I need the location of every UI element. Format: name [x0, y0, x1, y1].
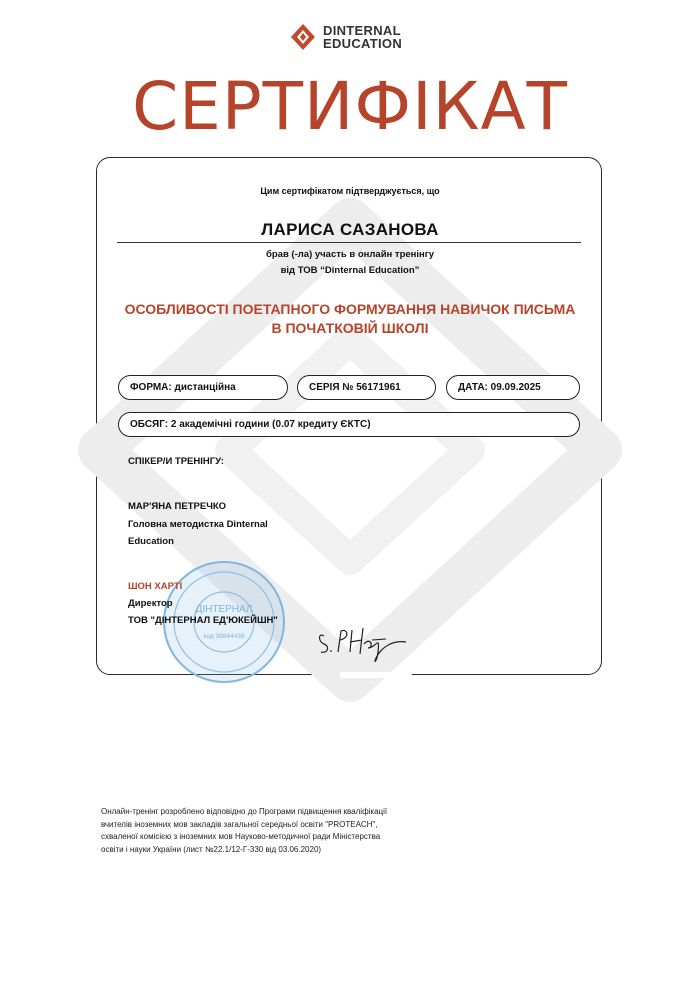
series-field: СЕРІЯ № 56171961 [297, 375, 436, 400]
stamp-code: код 38844438 [203, 633, 245, 640]
certificate-title: СЕРТИФІКАТ [132, 68, 568, 145]
speaker-role: Головна методистка Dinternal Education [128, 519, 268, 547]
course-title [0, 300, 700, 338]
brand-logo [288, 22, 402, 52]
course-title-line-1: ОСОБЛИВОСТІ ПОЕТАПНОГО ФОРМУВАННЯ НАВИЧОК ПИСЬМА [124, 301, 576, 317]
speaker-name: МАР'ЯНА ПЕТРЕЧКО [128, 501, 227, 512]
director-organization: ТОВ "ДІНТЕРНАЛ ЕД'ЮКЕЙШН" [128, 615, 278, 626]
organizer-text: від ТОВ “Dinternal Education” [280, 265, 420, 276]
logo-wordmark [323, 24, 402, 50]
date-field: ДАТА: 09.09.2025 [446, 375, 580, 400]
course-title-line-2: В ПОЧАТКОВІЙ ШКОЛІ [271, 320, 429, 336]
logo-mark-icon [288, 22, 318, 52]
footnote: Онлайн-тренінг розроблено відповідно до Програми підвищення кваліфікації вчителів іноземних мов закладів загальної середньої освіти "PROTEACH", схваленої комісією з іноземних мов Науково-методичної ради Міністерства освіти і науки України (лист №22.1/12-Г-330 від 03.06.2020) [101, 807, 388, 854]
confirm-text: Цим сертифікатом підтверджується, що [260, 186, 440, 196]
logo-line-2: EDUCATION [323, 36, 403, 51]
speakers-label: СПІКЕР/И ТРЕНІНГУ: [128, 456, 224, 467]
director-signature [316, 622, 410, 666]
director-role: Директор [128, 598, 173, 609]
logo-line-1: DINTERNAL [323, 23, 401, 38]
frame-gap [340, 672, 412, 678]
name-underline [117, 242, 581, 243]
form-field: ФОРМА: дистанційна [118, 375, 288, 400]
participation-text: брав (-ла) участь в онлайн тренінгу [265, 249, 435, 260]
stamp-center-text: ДІНТЕРНАЛ [195, 604, 253, 615]
volume-field: ОБСЯГ: 2 академічні години (0.07 кредиту ЄКТС) [118, 412, 580, 437]
recipient-name: ЛАРИСА САЗАНОВА [261, 220, 439, 239]
director-name: ШОН ХАРТІ [128, 581, 183, 592]
